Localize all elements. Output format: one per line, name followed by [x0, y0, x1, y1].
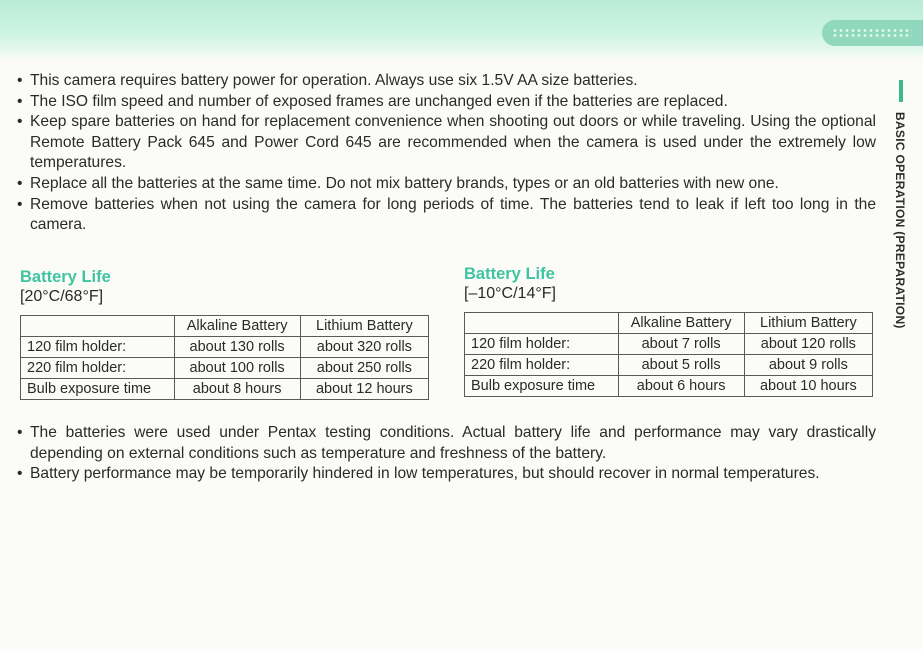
page-tab-pattern — [832, 28, 912, 38]
table-cell: about 12 hours — [300, 379, 428, 400]
table-cell: about 100 rolls — [174, 358, 300, 379]
table-cell: about 7 rolls — [618, 334, 744, 355]
table-row — [21, 358, 429, 379]
table-cell: about 10 hours — [744, 376, 872, 397]
table-row — [21, 337, 429, 358]
header-cell: Lithium Battery — [744, 313, 872, 334]
battery-notes-list — [16, 71, 876, 236]
battery-life-temperature: [20°C/68°F] — [20, 288, 104, 305]
battery-life-temperature: [–10°C/14°F] — [464, 285, 556, 302]
table-cell: 120 film holder: — [21, 337, 175, 358]
bullet-item: • Keep spare batteries on hand for replacement convenience when shooting out doors or while traveling. Using the optional Remote Battery Pack 645 and Power Cord 645 are recommended when the camera is used under the extremely low temperatures. — [16, 112, 876, 174]
table-cell: about 130 rolls — [174, 337, 300, 358]
table-cell: Bulb exposure time — [465, 376, 619, 397]
battery-life-minus10c — [464, 264, 873, 397]
battery-life-title: Battery Life — [464, 265, 555, 283]
table-cell: about 6 hours — [618, 376, 744, 397]
header-cell — [465, 313, 619, 334]
table-row — [21, 379, 429, 400]
bullet-item: • This camera requires battery power for operation. Always use six 1.5V AA size batteries. — [16, 71, 876, 92]
table-cell: about 5 rolls — [618, 355, 744, 376]
bullet-item: • Remove batteries when not using the camera for long periods of time. The batteries tend to leak if left too long in the camera. — [16, 195, 876, 236]
header-cell: Lithium Battery — [300, 316, 428, 337]
table-cell: 220 film holder: — [465, 355, 619, 376]
bullet-item: • Battery performance may be temporarily hindered in low temperatures, but should recover in normal temperatures. — [16, 464, 876, 485]
table-row — [465, 376, 873, 397]
battery-life-table — [464, 312, 873, 397]
table-header-row — [21, 316, 429, 337]
bullet-item: • The ISO film speed and number of exposed frames are unchanged even if the batteries are replaced. — [16, 92, 876, 113]
table-cell: about 250 rolls — [300, 358, 428, 379]
header-cell — [21, 316, 175, 337]
section-side-title: BASIC OPERATION (PREPARATION) — [893, 112, 907, 329]
table-cell: about 120 rolls — [744, 334, 872, 355]
table-cell: about 320 rolls — [300, 337, 428, 358]
battery-test-notes-list — [16, 423, 876, 485]
header-cell: Alkaline Battery — [174, 316, 300, 337]
table-cell: about 8 hours — [174, 379, 300, 400]
table-row — [465, 355, 873, 376]
bullet-item: • The batteries were used under Pentax testing conditions. Actual battery life and performance may vary drastically depending on external conditions such as temperature and freshness of the battery. — [16, 423, 876, 464]
bullet-item: • Replace all the batteries at the same time. Do not mix battery brands, types or an old batteries with new one. — [16, 174, 876, 195]
table-cell: Bulb exposure time — [21, 379, 175, 400]
table-cell: 220 film holder: — [21, 358, 175, 379]
table-row — [465, 334, 873, 355]
table-header-row — [465, 313, 873, 334]
battery-life-20c — [20, 267, 429, 400]
battery-life-title: Battery Life — [20, 268, 111, 286]
table-cell: about 9 rolls — [744, 355, 872, 376]
header-cell: Alkaline Battery — [618, 313, 744, 334]
battery-life-table — [20, 315, 429, 400]
table-cell: 120 film holder: — [465, 334, 619, 355]
header-band — [0, 0, 923, 60]
section-marker — [899, 80, 903, 102]
